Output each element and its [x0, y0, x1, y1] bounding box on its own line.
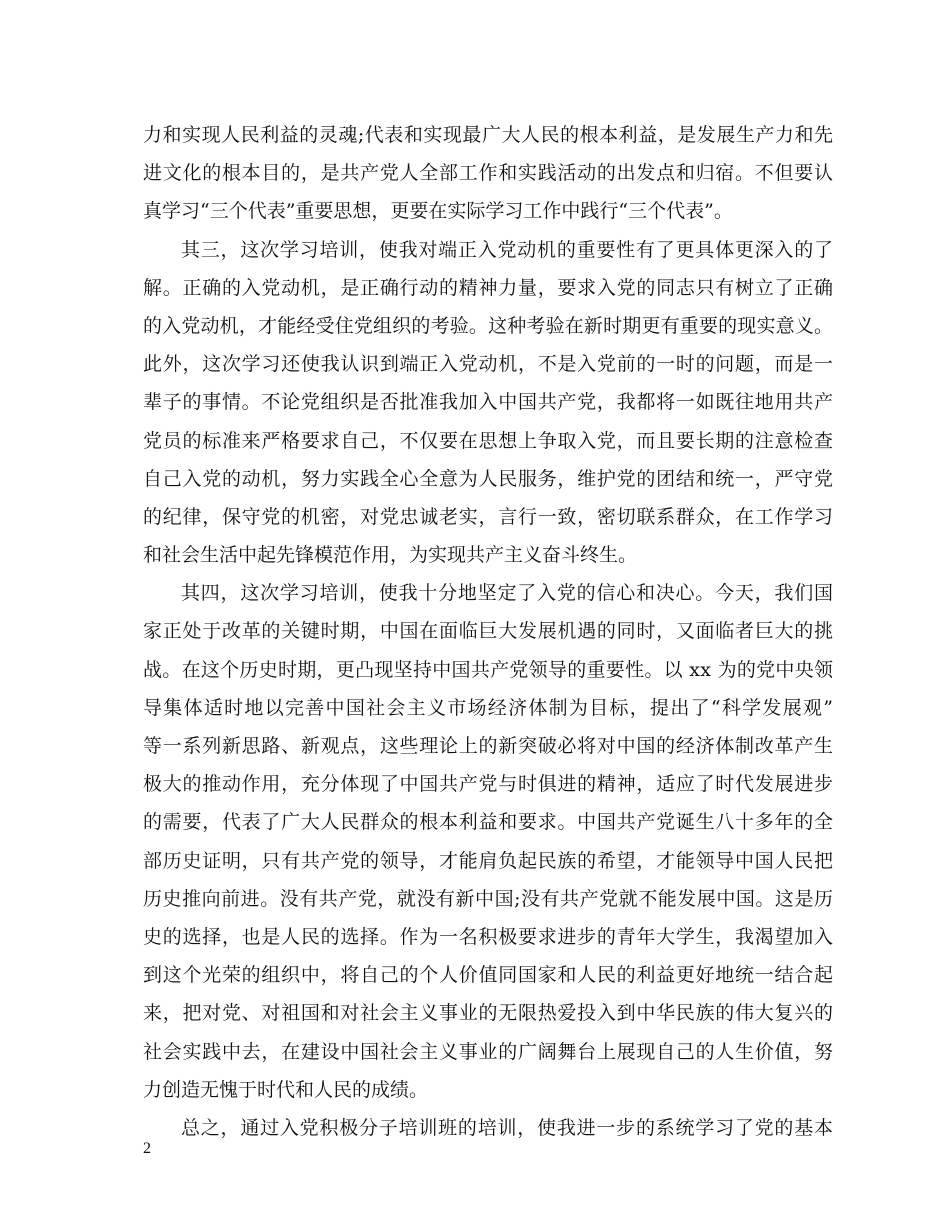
text-line: 和社会生活中起先锋模范作用，为实现共产主义奋斗终生。: [143, 544, 638, 567]
text-line: 等一系列新思路、新观点，这些理论上的新突破必将对中国的经济体制改革产生: [143, 735, 834, 757]
text-line: 其四，这次学习培训，使我十分地坚定了入党的信心和决心。今天，我们国: [181, 582, 834, 605]
text-line: 家正处于改革的关键时期，中国在面临巨大发展机遇的同时，又面临者巨大的挑: [143, 620, 834, 643]
body-text: [143, 116, 833, 1147]
text-line: 辈子的事情。不论党组织是否批准我加入中国共产党，我都将一如既往地用共产: [143, 391, 834, 414]
text-line: 的入党动机，才能经受住党组织的考验。这种考验在新时期更有重要的现实意义。: [143, 314, 834, 337]
text-line: 其三，这次学习培训，使我对端正入党动机的重要性有了更具体更深入的了: [181, 238, 834, 261]
text-line: 此外，这次学习还使我认识到端正入党动机，不是入党前的一时的问题，而是一: [143, 353, 834, 376]
text-line: 自己入党的动机，努力实践全心全意为人民服务，维护党的团结和统一，严守党: [143, 467, 834, 490]
text-line: 的需要，代表了广大人民群众的根本利益和要求。中国共产党诞生八十多年的全: [143, 811, 834, 834]
text-line: 总之，通过入党积极分子培训班的培训，使我进一步的系统学习了党的基本: [181, 1116, 834, 1139]
text-line: 史的选择，也是人民的选择。作为一名积极要求进步的青年大学生，我渴望加入: [143, 925, 834, 948]
text-line: 力和实现人民利益的灵魂;代表和实现最广大人民的根本利益，是发展生产力和先: [143, 124, 834, 146]
text-line: 进文化的根本目的，是共产党人全部工作和实践活动的出发点和归宿。不但要认: [143, 162, 834, 185]
text-line: 力创造无愧于时代和人民的成绩。: [143, 1078, 429, 1101]
text-line: 历史推向前进。没有共产党，就没有新中国;没有共产党就不能发展中国。这是历: [143, 887, 834, 910]
text-line: 到这个光荣的组织中，将自己的个人价值同国家和人民的利益更好地统一结合起: [143, 964, 834, 987]
text-line: 来，把对党、对祖国和对社会主义事业的无限热爱投入到中华民族的伟大复兴的: [143, 1002, 834, 1025]
page-number: 2: [143, 1140, 151, 1157]
text-line: 解。正确的入党动机，是正确行动的精神力量，要求入党的同志只有树立了正确: [143, 276, 834, 299]
text-line: 部历史证明，只有共产党的领导，才能肩负起民族的希望，才能领导中国人民把: [143, 849, 834, 872]
text-line: 社会实践中去，在建设中国社会主义事业的广阔舞台上展现自己的人生价值，努: [143, 1040, 834, 1063]
text-line: 真学习“三个代表”重要思想，更要在实际学习工作中践行“三个代表”。: [143, 200, 733, 223]
text-line: 极大的推动作用，充分体现了中国共产党与时俱进的精神，适应了时代发展进步: [143, 773, 834, 796]
text-line: 导集体适时地以完善中国社会主义市场经济体制为目标，提出了“科学发展观”: [143, 696, 835, 719]
text-line: 党员的标准来严格要求自己，不仅要在思想上争取入党，而且要长期的注意检查: [143, 429, 834, 452]
text-line: 的纪律，保守党的机密，对党忠诚老实，言行一致，密切联系群众，在工作学习: [143, 505, 834, 528]
text-line: 战。在这个历史时期，更凸现坚持中国共产党领导的重要性。以 xx 为的党中央领: [143, 658, 834, 681]
